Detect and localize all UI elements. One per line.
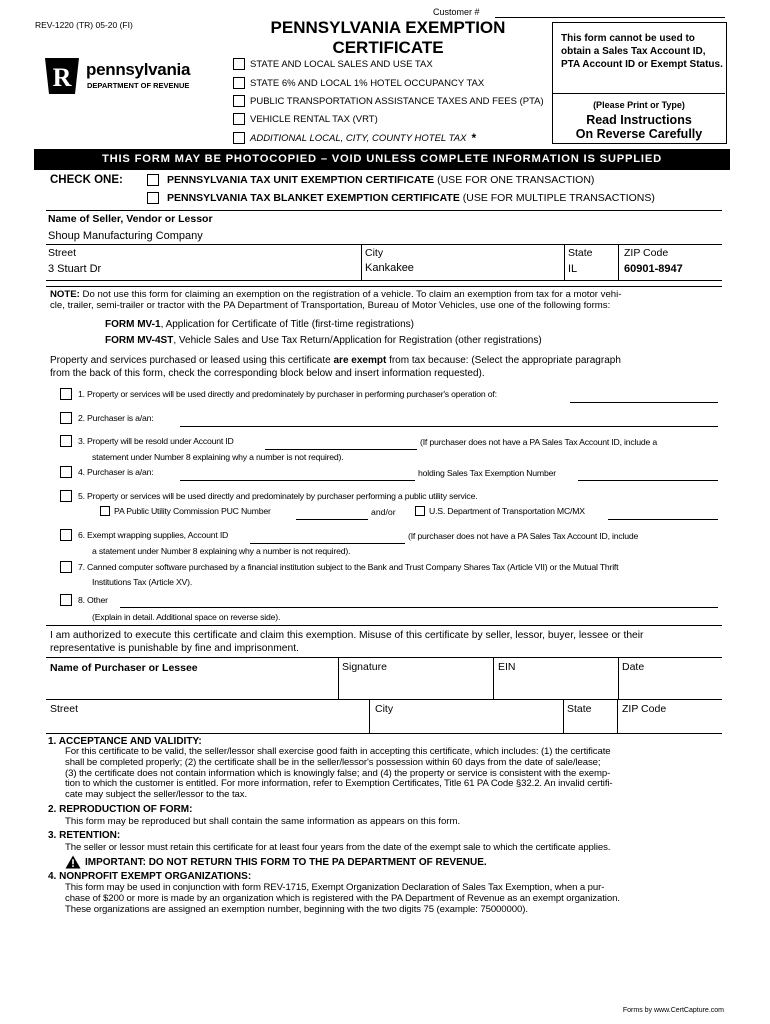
reason-6-label: 6. Exempt wrapping supplies, Account ID xyxy=(78,530,229,540)
blanket-certificate-label: PENNSYLVANIA TAX BLANKET EXEMPTION CERTIFICATE (USE FOR MULTIPLE TRANSACTIONS) xyxy=(167,192,655,204)
seller-name-label: Name of Seller, Vendor or Lessor xyxy=(48,213,213,225)
customer-number-label: Customer # xyxy=(433,7,480,17)
seller-state-label: State xyxy=(568,247,593,259)
seller-city-value[interactable]: Kankakee xyxy=(365,262,414,274)
reason-2[interactable] xyxy=(60,412,153,424)
dot-option[interactable] xyxy=(415,506,585,516)
form-code: REV-1220 (TR) 05-20 (FI) xyxy=(35,20,133,30)
important-notice xyxy=(65,855,487,869)
reason-3-account-line[interactable] xyxy=(265,449,417,450)
reason-6[interactable] xyxy=(60,529,228,541)
instr-1-body: For this certificate to be valid, the seller/lessor shall exercise good faith in accepting this certificate, which includes: (1) the certificate shall be completed properly; (2) the certificate shall be in the seller/lessor's possession within 60 days from the date of sale/lease; (3) the certificate does not contain information which is knowingly false; and (4) the property or service is consistent with the exemp- tion to which the customer is entitled. For more information, refer to Exemption Certificates, Title 61 PA Code §32.2. An invalid certifi- cate may subject the seller/lessor to the tax. xyxy=(65,746,613,801)
reason-6-checkbox[interactable] xyxy=(60,529,72,541)
seller-name-rule xyxy=(46,244,722,245)
note-top-rule xyxy=(46,286,722,287)
purchaser-city-field[interactable] xyxy=(371,716,561,732)
keystone-logo-icon xyxy=(42,56,82,96)
tax-type-label: VEHICLE RENTAL TAX (VRT) xyxy=(250,113,378,125)
note-text: NOTE: Do not use this form for claiming an exemption on the registration of a vehicle. To claim an exemption from tax for a motor vehi- cle, trailer, semi-trailer or tractor with the PA Department of Transportation, Bureau of Motor Vehicles, use one of the following forms: xyxy=(50,289,622,311)
property-exempt-text: Property and services purchased or leased using this certificate are exempt from tax because: (Select the appropriate paragraph from the back of this form, check the corresponding block below and insert information requested). xyxy=(50,355,621,379)
reason-4-exemption-line[interactable] xyxy=(578,480,718,481)
tax-type-vrt[interactable] xyxy=(233,113,378,125)
unit-certificate-checkbox[interactable] xyxy=(147,174,159,186)
authorize-top-rule xyxy=(46,625,722,626)
instr-3-title: 3. RETENTION: xyxy=(48,830,121,841)
asterisk-mark: * xyxy=(471,131,477,145)
check-one-label: CHECK ONE: xyxy=(50,174,123,186)
note-label: NOTE: xyxy=(50,289,80,300)
purchaser-ein-divider xyxy=(493,657,494,699)
reason-4-holding: holding Sales Tax Exemption Number xyxy=(418,468,556,478)
puc-label: PA Public Utility Commission PUC Number xyxy=(114,506,271,516)
read-instructions xyxy=(553,113,725,141)
reason-3-checkbox[interactable] xyxy=(60,435,72,447)
puc-option[interactable] xyxy=(100,506,271,516)
reason-7-cont: Institutions Tax (Article XV). xyxy=(92,577,193,587)
reason-1-input-line[interactable] xyxy=(570,402,718,403)
sales-use-checkbox[interactable] xyxy=(233,58,245,70)
notice-divider xyxy=(553,93,725,94)
tax-type-label: PUBLIC TRANSPORTATION ASSISTANCE TAXES AND FEES (PTA) xyxy=(250,95,544,107)
date-field[interactable] xyxy=(620,676,720,698)
reason-1-checkbox[interactable] xyxy=(60,388,72,400)
reason-4-label: 4. Purchaser is a/an: xyxy=(78,467,154,477)
seller-name-value[interactable]: Shoup Manufacturing Company xyxy=(48,230,203,242)
reason-8-note: (Explain in detail. Additional space on reverse side). xyxy=(92,612,281,622)
seller-street-value[interactable]: 3 Stuart Dr xyxy=(48,263,102,275)
reason-7-checkbox[interactable] xyxy=(60,561,72,573)
tax-type-label: ADDITIONAL LOCAL, CITY, COUNTY HOTEL TAX xyxy=(250,132,467,144)
photocopy-banner: THIS FORM MAY BE PHOTOCOPIED – VOID UNLESS COMPLETE INFORMATION IS SUPPLIED xyxy=(34,149,730,170)
reason-2-input-line[interactable] xyxy=(180,426,718,427)
reason-8[interactable] xyxy=(60,594,108,606)
form-title-line1: PENNSYLVANIA EXEMPTION xyxy=(270,18,506,37)
seller-city-divider xyxy=(361,244,362,280)
purchaser-name-label: Name of Purchaser or Lessee xyxy=(50,662,198,674)
instr-1-title: 1. ACCEPTANCE AND VALIDITY: xyxy=(48,736,202,747)
seller-zip-divider xyxy=(618,244,619,280)
tax-type-additional-hotel[interactable] xyxy=(233,131,476,145)
logo-letter: R xyxy=(52,63,72,92)
purchaser-date-divider xyxy=(618,657,619,699)
seller-city-label: City xyxy=(365,247,384,259)
purchaser-name-field[interactable] xyxy=(46,676,336,698)
form-mv1-line: FORM MV-1, Application for Certificate of Title (first-time registrations) xyxy=(105,319,414,330)
unit-certificate-option[interactable] xyxy=(147,174,594,186)
seller-bottom-rule xyxy=(46,280,722,281)
purchaser-bottom-rule xyxy=(46,733,722,734)
dot-checkbox[interactable] xyxy=(415,506,425,516)
reason-5-label: 5. Property or services will be used directly and predominately by purchaser performing a public utility service. xyxy=(78,491,478,501)
read-line1: Read Instructions xyxy=(586,113,692,127)
purchaser-city-label: City xyxy=(375,703,394,715)
purchaser-street-field[interactable] xyxy=(46,716,366,732)
reason-4[interactable] xyxy=(60,466,153,478)
purchaser-state-label: State xyxy=(567,703,592,715)
vrt-checkbox[interactable] xyxy=(233,113,245,125)
purchaser-sig-divider xyxy=(338,657,339,699)
logo-dept: DEPARTMENT OF REVENUE xyxy=(87,81,190,90)
reason-5[interactable] xyxy=(60,490,477,502)
reason-7-label: 7. Canned computer software purchased by a financial institution subject to the Bank and Trust Company Shares Tax (Article VII) or the Mutual Thrift xyxy=(78,562,619,572)
purchaser-city-divider xyxy=(369,699,370,733)
purchaser-street-label: Street xyxy=(50,703,79,715)
tax-type-label: STATE 6% AND LOCAL 1% HOTEL OCCUPANCY TAX xyxy=(250,77,485,89)
reason-8-checkbox[interactable] xyxy=(60,594,72,606)
reason-6-note: (If purchaser does not have a PA Sales Tax Account ID, include xyxy=(408,531,639,541)
reason-6-account-line[interactable] xyxy=(250,543,405,544)
purchaser-zip-divider xyxy=(617,699,618,733)
reason-3-note-cont: statement under Number 8 explaining why a number is not required). xyxy=(92,452,344,462)
notice-text: This form cannot be used to obtain a Sales Tax Account ID, PTA Account ID or Exempt Status. xyxy=(561,33,723,70)
reason-3[interactable] xyxy=(60,435,234,447)
reason-8-label: 8. Other xyxy=(78,595,108,605)
notice-box xyxy=(552,22,727,144)
form-title-line2: CERTIFICATE xyxy=(332,38,444,57)
seller-top-rule xyxy=(46,210,722,211)
instr-4-title: 4. NONPROFIT EXEMPT ORGANIZATIONS: xyxy=(48,871,252,882)
reason-3-label: 3. Property will be resold under Account ID xyxy=(78,436,234,446)
puc-number-line[interactable] xyxy=(296,519,368,520)
blanket-certificate-option[interactable] xyxy=(147,192,655,204)
reason-5-checkbox[interactable] xyxy=(60,490,72,502)
ein-label: EIN xyxy=(498,661,516,673)
reason-1-label: 1. Property or services will be used directly and predominately by purchaser in performing purchaser's operation of: xyxy=(78,389,497,399)
reason-4-type-line[interactable] xyxy=(180,480,415,481)
tax-type-hotel-occupancy[interactable] xyxy=(233,77,484,89)
reason-7[interactable] xyxy=(60,561,618,573)
dot-number-line[interactable] xyxy=(608,519,718,520)
form-mv4st-line: FORM MV-4ST, Vehicle Sales and Use Tax Return/Application for Registration (other registrations) xyxy=(105,335,542,346)
purchaser-state-field[interactable] xyxy=(565,716,615,732)
and-or-text: and/or xyxy=(371,507,396,517)
form-title xyxy=(233,18,543,58)
pa-revenue-logo xyxy=(42,56,202,98)
seller-street-label: Street xyxy=(48,247,77,259)
signature-field[interactable] xyxy=(340,676,490,698)
tax-type-label: STATE AND LOCAL SALES AND USE TAX xyxy=(250,58,433,70)
tax-type-sales-use[interactable] xyxy=(233,58,433,70)
additional-hotel-checkbox[interactable] xyxy=(233,132,245,144)
seller-state-value[interactable]: IL xyxy=(568,263,578,275)
seller-zip-value[interactable]: 60901-8947 xyxy=(624,263,683,275)
reason-2-label: 2. Purchaser is a/an: xyxy=(78,413,154,423)
date-label: Date xyxy=(622,661,645,673)
warning-icon xyxy=(65,855,81,869)
puc-checkbox[interactable] xyxy=(100,506,110,516)
reason-2-checkbox[interactable] xyxy=(60,412,72,424)
purchaser-zip-label: ZIP Code xyxy=(622,703,667,715)
dot-label: U.S. Department of Transportation MC/MX xyxy=(429,506,585,516)
reason-8-other-line[interactable] xyxy=(120,607,718,608)
reason-4-checkbox[interactable] xyxy=(60,466,72,478)
reason-3-note: (If purchaser does not have a PA Sales Tax Account ID, include a xyxy=(420,437,658,447)
purchaser-top-rule xyxy=(46,657,722,658)
seller-zip-label: ZIP Code xyxy=(624,247,669,259)
purchaser-state-divider xyxy=(563,699,564,733)
tax-type-pta[interactable] xyxy=(233,95,544,107)
ein-field[interactable] xyxy=(495,676,615,698)
hotel-occupancy-checkbox[interactable] xyxy=(233,77,245,89)
instr-2-body: This form may be reproduced but shall contain the same information as appears on this form. xyxy=(65,816,461,827)
reason-6-note-cont: a statement under Number 8 explaining why a number is not required). xyxy=(92,546,351,556)
footer-credit: Forms by www.CertCapture.com xyxy=(622,1007,724,1014)
reason-1[interactable] xyxy=(60,388,497,400)
seller-state-divider xyxy=(564,244,565,280)
logo-word: pennsylvania xyxy=(86,60,191,79)
print-hint: (Please Print or Type) xyxy=(593,100,685,110)
unit-certificate-label: PENNSYLVANIA TAX UNIT EXEMPTION CERTIFICATE (USE FOR ONE TRANSACTION) xyxy=(167,174,595,186)
purchaser-zip-field[interactable] xyxy=(619,716,719,732)
blanket-certificate-checkbox[interactable] xyxy=(147,192,159,204)
pta-checkbox[interactable] xyxy=(233,95,245,107)
instr-4-body: This form may be used in conjunction with form REV-1715, Exempt Organization Declaration of Sales Tax Exemption, when a pur- chase of $200 or more is made by an organization which is registered with the PA Department of Revenue as an exempt organization. These organizations are assigned an exemption number, beginning with the two digits 75 (example: 75000000). xyxy=(65,882,620,915)
instr-3-body: The seller or lessor must retain this certificate for at least four years from the date of the exempt sale to which the certificate applies. xyxy=(65,842,611,853)
instr-2-title: 2. REPRODUCTION OF FORM: xyxy=(48,804,193,815)
signature-label: Signature xyxy=(342,661,387,673)
purchaser-mid-rule xyxy=(46,699,722,700)
authorize-text: I am authorized to execute this certificate and claim this exemption. Misuse of this certificate by seller, lessor, buyer, lessee or their representative is punishable by fine and imprisonment. xyxy=(50,630,644,654)
important-text: IMPORTANT: DO NOT RETURN THIS FORM TO THE PA DEPARTMENT OF REVENUE. xyxy=(85,856,487,868)
read-line2: On Reverse Carefully xyxy=(575,127,703,141)
